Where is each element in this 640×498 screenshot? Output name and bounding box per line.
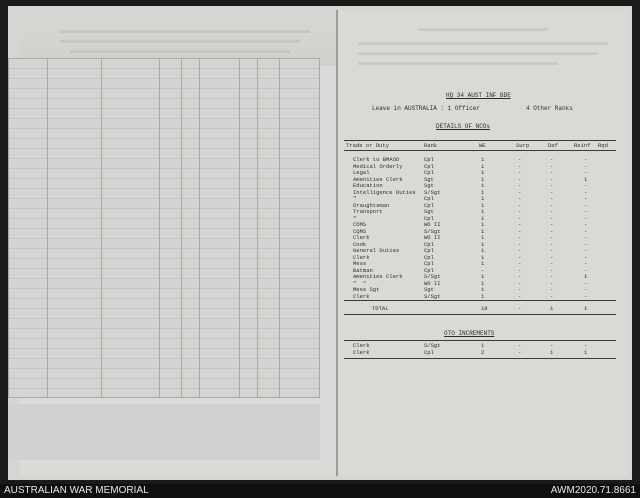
cell-surp: -	[518, 162, 522, 170]
cell-rank: S/Sgt	[424, 273, 441, 280]
cell-reinf: -	[584, 227, 588, 235]
cell-def: -	[550, 240, 554, 248]
cell-reinf: -	[584, 188, 588, 196]
cell-trade: COMS	[353, 221, 367, 228]
other-ranks: 4 Other Ranks	[526, 105, 573, 112]
cell-rank: Cpl	[424, 266, 434, 274]
total-def: 1	[550, 305, 554, 312]
cell-reinf: -	[584, 266, 588, 274]
cell-trade: Intelligence Duties	[353, 188, 416, 196]
cell-trade: CQMS	[353, 227, 367, 235]
cell-we: 1	[481, 227, 485, 235]
cell-surp: -	[518, 266, 522, 274]
cell-surp: -	[518, 292, 522, 300]
total-row	[0, 305, 640, 312]
cell-reinf: -	[584, 208, 588, 215]
cell-surp: -	[518, 349, 522, 356]
table-row	[0, 293, 640, 300]
cell-we: 1	[481, 234, 485, 241]
cell-we: 1	[481, 162, 485, 170]
faded-text-line	[418, 28, 548, 31]
faded-text-line	[358, 62, 558, 65]
cell-reinf: 1	[584, 273, 588, 280]
cell-surp: -	[518, 253, 522, 261]
cell-surp: -	[518, 279, 522, 287]
cell-reinf: -	[584, 169, 588, 176]
cell-def: -	[550, 182, 554, 189]
cell-def: -	[550, 292, 554, 300]
cell-we: 1	[481, 273, 485, 280]
cell-surp: -	[518, 188, 522, 196]
cell-rank: Sgt	[424, 286, 434, 293]
cell-trade: Clerk	[353, 234, 370, 241]
cell-surp: -	[518, 195, 522, 202]
cell-we: 1	[481, 292, 485, 300]
cell-rank: WO II	[424, 279, 441, 287]
cell-we: 1	[481, 214, 485, 222]
cell-surp: -	[518, 175, 522, 183]
faded-text-line	[60, 30, 310, 33]
column-header: Trade or Duty	[346, 142, 389, 149]
table-rule-top	[344, 140, 616, 141]
cell-reinf: -	[584, 234, 588, 241]
cell-rank: Cpl	[424, 240, 434, 248]
cell-surp: -	[518, 227, 522, 235]
faded-text-line	[358, 52, 598, 55]
cell-trade: "	[353, 214, 357, 222]
cell-rank: WO II	[424, 234, 441, 241]
cell-we: 1	[481, 175, 485, 183]
table-row	[0, 342, 640, 349]
cell-def: -	[550, 201, 554, 209]
cell-we: 1	[481, 260, 485, 267]
cell-trade: Clerk	[353, 253, 370, 261]
cell-def: -	[550, 169, 554, 176]
cell-reinf: -	[584, 156, 588, 163]
cell-we: 1	[481, 169, 485, 176]
cell-rank: Cpl	[424, 201, 434, 209]
cell-def: 1	[550, 349, 554, 356]
cell-we: 1	[481, 195, 485, 202]
cell-def: -	[550, 260, 554, 267]
cell-reinf: -	[584, 201, 588, 209]
cell-def: -	[550, 208, 554, 215]
cell-def: -	[550, 214, 554, 222]
total-label: TOTAL	[372, 305, 389, 312]
cell-def: -	[550, 342, 554, 349]
table-row	[0, 349, 640, 356]
cell-surp: -	[518, 234, 522, 241]
cell-reinf: -	[584, 247, 588, 254]
increments-rule-bottom	[344, 358, 616, 359]
cell-trade: Clerk	[353, 292, 370, 300]
cell-trade: Mess Sgt	[353, 286, 380, 293]
cell-we: 1	[481, 156, 485, 163]
cell-surp: -	[518, 156, 522, 163]
cell-rank: Cpl	[424, 260, 434, 267]
cell-trade: Legal	[353, 169, 370, 176]
cell-rank: Cpl	[424, 169, 434, 176]
cell-surp: -	[518, 182, 522, 189]
cell-rank: Cpl	[424, 247, 434, 254]
cell-rank: Cpl	[424, 162, 434, 170]
cell-reinf: -	[584, 260, 588, 267]
cell-surp: -	[518, 201, 522, 209]
left-page-bottom	[8, 404, 320, 460]
column-header: Def	[548, 142, 558, 149]
cell-surp: -	[518, 208, 522, 215]
cell-trade: " "	[353, 279, 367, 287]
cell-surp: -	[518, 286, 522, 293]
cell-trade: Cook	[353, 240, 367, 248]
cell-def: -	[550, 234, 554, 241]
cell-rank: Cpl	[424, 253, 434, 261]
cell-reinf: 1	[584, 175, 588, 183]
cell-def: -	[550, 156, 554, 163]
cell-trade: Medical Orderly	[353, 162, 403, 170]
cell-def: -	[550, 273, 554, 280]
cell-reinf: -	[584, 182, 588, 189]
cell-surp: -	[518, 240, 522, 248]
cell-def: -	[550, 221, 554, 228]
archive-footer	[0, 484, 640, 498]
cell-reinf: -	[584, 292, 588, 300]
faded-text-line	[358, 42, 608, 45]
cell-trade: Amenities Clerk	[353, 175, 403, 183]
cell-trade: Clerk	[353, 349, 370, 356]
cell-surp: -	[518, 169, 522, 176]
column-header: Reinf	[574, 142, 591, 149]
cell-rank: WO II	[424, 221, 441, 228]
cell-trade: Mess	[353, 260, 367, 267]
total-we: 19	[481, 305, 488, 312]
cell-rank: Cpl	[424, 214, 434, 222]
cell-we: 2	[481, 349, 485, 356]
leave-line: Leave in AUSTRALIA : 1 Officer	[372, 105, 481, 112]
cell-reinf: -	[584, 195, 588, 202]
cell-we: 1	[481, 342, 485, 349]
cell-rank: S/Sgt	[424, 342, 441, 349]
table-rule-total	[344, 300, 616, 301]
cell-def: -	[550, 253, 554, 261]
cell-trade: General Duties	[353, 247, 400, 254]
cell-we: 1	[481, 182, 485, 189]
increments-heading: OTO INCREMENTS	[444, 330, 495, 337]
total-reinf: 1	[584, 305, 588, 312]
cell-surp: -	[518, 260, 522, 267]
archive-name: AUSTRALIAN WAR MEMORIAL	[4, 485, 149, 496]
cell-rank: S/Sgt	[424, 227, 441, 235]
total-surp: -	[518, 305, 522, 312]
cell-rank: Cpl	[424, 156, 434, 163]
cell-we: 1	[481, 221, 485, 228]
cell-rank: Cpl	[424, 195, 434, 202]
cell-we: 1	[481, 188, 485, 196]
details-heading: DETAILS OF NCOs	[436, 123, 491, 130]
table-rule-header	[344, 150, 616, 151]
cell-surp: -	[518, 247, 522, 254]
cell-reinf: -	[584, 240, 588, 248]
cell-def: -	[550, 247, 554, 254]
cell-def: -	[550, 266, 554, 274]
cell-rank: S/Sgt	[424, 292, 441, 300]
cell-reinf: -	[584, 253, 588, 261]
cell-we: 1	[481, 247, 485, 254]
cell-surp: -	[518, 342, 522, 349]
cell-we: 1	[481, 240, 485, 248]
cell-we: 1	[481, 279, 485, 287]
cell-def: -	[550, 162, 554, 170]
cell-trade: Batman	[353, 266, 373, 274]
cell-reinf: -	[584, 286, 588, 293]
cell-def: -	[550, 286, 554, 293]
cell-rank: Sgt	[424, 182, 434, 189]
cell-def: -	[550, 279, 554, 287]
column-header: Rank	[424, 142, 438, 149]
cell-def: -	[550, 195, 554, 202]
cell-trade: Education	[353, 182, 383, 189]
increments-rule-top	[344, 340, 616, 341]
cell-we: 1	[481, 208, 485, 215]
cell-reinf: -	[584, 162, 588, 170]
cell-trade: "	[353, 195, 357, 202]
cell-trade: Amenities Clerk	[353, 273, 403, 280]
cell-trade: Transport	[353, 208, 383, 215]
cell-rank: S/Sgt	[424, 188, 441, 196]
cell-reinf: -	[584, 221, 588, 228]
faded-text-line	[60, 40, 300, 43]
column-header: WE	[479, 142, 486, 149]
cell-surp: -	[518, 214, 522, 222]
cell-reinf: 1	[584, 349, 588, 356]
cell-surp: -	[518, 221, 522, 228]
cell-trade: Clerk	[353, 342, 370, 349]
column-header: Rqd	[598, 142, 608, 149]
table-rule-bottom	[344, 314, 616, 315]
column-header: Surp	[516, 142, 530, 149]
cell-we: -	[481, 266, 485, 274]
faded-text-line	[70, 50, 290, 53]
cell-trade: Draughtsman	[353, 201, 390, 209]
cell-reinf: -	[584, 342, 588, 349]
cell-def: -	[550, 227, 554, 235]
cell-we: 1	[481, 253, 485, 261]
cell-surp: -	[518, 273, 522, 280]
unit-heading: HQ 34 AUST INF BDE	[446, 92, 511, 99]
archive-reference: AWM2020.71.8661	[550, 485, 636, 496]
table-header-row	[0, 142, 640, 149]
cell-reinf: -	[584, 214, 588, 222]
cell-reinf: -	[584, 279, 588, 287]
cell-rank: Sgt	[424, 175, 434, 183]
cell-rank: Sgt	[424, 208, 434, 215]
cell-rank: Cpl	[424, 349, 434, 356]
cell-def: -	[550, 175, 554, 183]
cell-trade: Clerk to BMAOD	[353, 156, 400, 163]
cell-def: -	[550, 188, 554, 196]
cell-we: 1	[481, 201, 485, 209]
cell-we: 1	[481, 286, 485, 293]
